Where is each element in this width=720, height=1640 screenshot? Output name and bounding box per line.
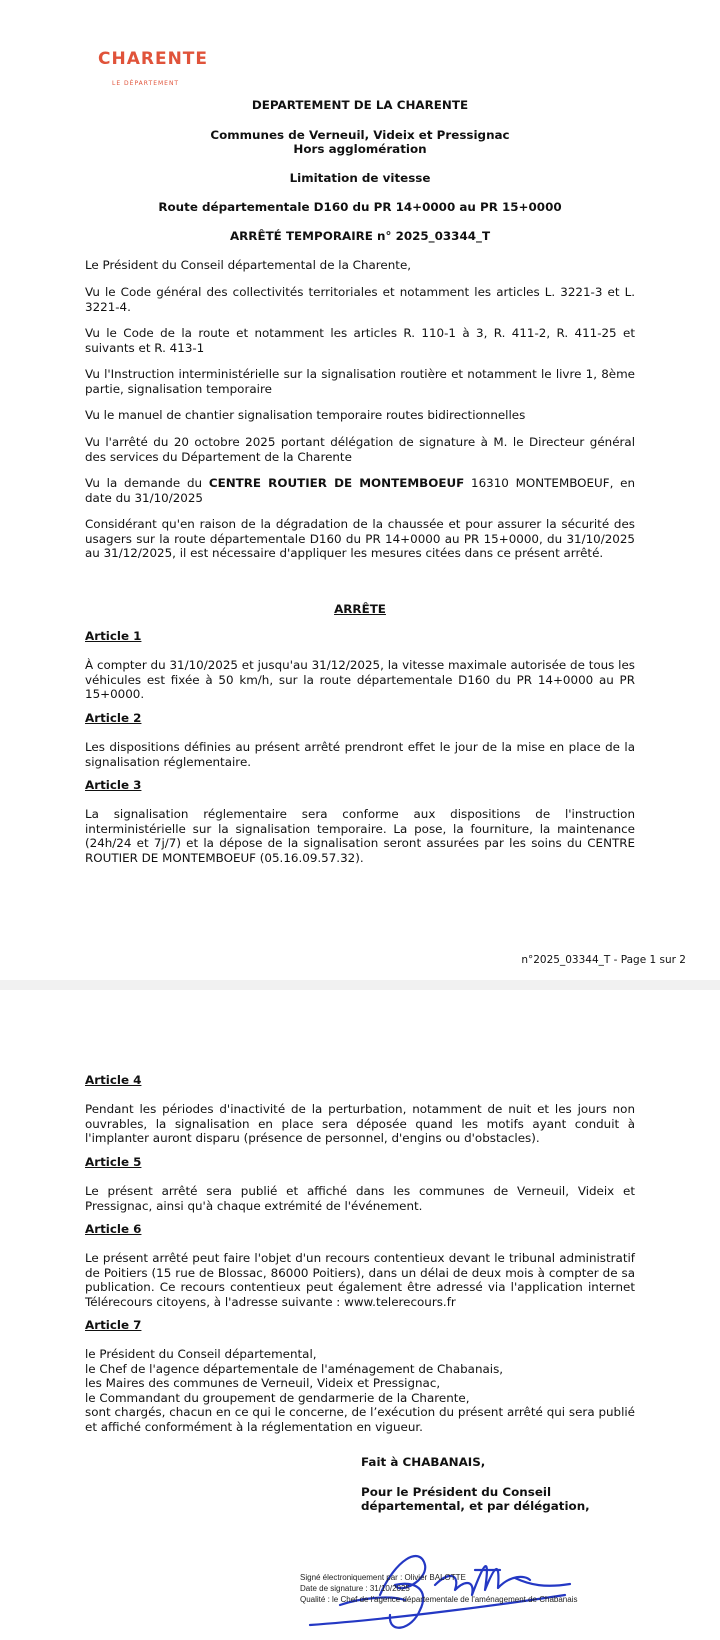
- department-title: DEPARTEMENT DE LA CHARENTE: [251, 98, 469, 112]
- preamble-vu-4: Vu le manuel de chantier signalisation temporaire routes bidirectionnelles: [85, 408, 526, 422]
- preamble-vu-3: Vu l'Instruction interministérielle sur la signalisation routière et notamment le livre 1, 8ème partie, signalisation temporaire: [85, 367, 635, 396]
- article-4-text: Pendant les périodes d'inactivité de la perturbation, notamment de nuit et les jours non ouvrables, la signalisation en place sera déposée quand les motifs ayant conduit à l'implanter auront disparu (présence de personnel, d'engins ou d'obstacles).: [85, 1102, 635, 1145]
- article-4-title: Article 4: [85, 1073, 142, 1087]
- vu6-requester: CENTRE ROUTIER DE MONTEMBOEUF: [208, 476, 465, 490]
- article-7-text: sont chargés, chacun en ce qui le concerne, de l’exécution du présent arrêté qui sera publié et affiché conformément à la réglementation en vigueur.: [85, 1405, 635, 1434]
- preamble-vu-2: Vu le Code de la route et notamment les articles R. 110-1 à 3, R. 411-2, R. 411-25 et suivants et R. 413-1: [85, 326, 635, 355]
- route-title: Route départementale D160 du PR 14+0000 au PR 15+0000: [158, 200, 562, 214]
- preamble-vu-5: Vu l'arrêté du 20 octobre 2025 portant délégation de signature à M. le Directeur général des services du Département de la Charente: [85, 435, 635, 464]
- logo-subtitle: LE DÉPARTEMENT: [112, 80, 180, 87]
- article-5-text: Le présent arrêté sera publié et affiché dans les communes de Verneuil, Videix et Pressignac, ainsi qu'à chaque extrémité de l'événement.: [85, 1184, 635, 1213]
- article-3-title: Article 3: [85, 778, 142, 792]
- logo-text: CHARENTE: [98, 49, 208, 69]
- vu6-pre: Vu la demande du: [85, 476, 209, 490]
- article-6-text: Le présent arrêté peut faire l'objet d'un recours contentieux devant le tribunal administratif de Poitiers (15 rue de Blossac, 86000 Poitiers), dans un délai de deux mois à compter de sa publication. Ce recours contentieux peut également être adressé via l'application internet Télérecours citoyens, à l'adresse suivante : www.telerecours.fr: [85, 1251, 635, 1309]
- vu6-post: 16310 MONTEMBOEUF, en date du 31/10/2025: [85, 476, 635, 505]
- article-1-text: À compter du 31/10/2025 et jusqu'au 31/12/2025, la vitesse maximale autorisée de tous les véhicules est fixée à 50 km/h, sur la route départementale D160 du PR 14+0000 au PR 15+0000.: [85, 658, 635, 701]
- signature-signed-by: Signé électroniquement par : Olivier BALOTTE: [300, 1573, 466, 1582]
- signature-quality: Qualité : le Chef de l'agence départementale de l'aménagement de Chabanais: [300, 1595, 578, 1604]
- preamble-vu-6: [85, 476, 635, 505]
- page-footer: n°2025_03344_T - Page 1 sur 2: [521, 954, 686, 966]
- article-7-addressees: [85, 1347, 635, 1405]
- closing-place: Fait à CHABANAIS,: [361, 1455, 486, 1469]
- article-2-text: Les dispositions définies au présent arrêté prendront effet le jour de la mise en place de la signalisation réglementaire.: [85, 740, 635, 769]
- signature-stroke: [515, 1578, 570, 1586]
- arrete-number: ARRÊTÉ TEMPORAIRE n° 2025_03344_T: [229, 229, 491, 243]
- delegation-line-2: départemental, et par délégation,: [361, 1499, 590, 1513]
- charente-logo: [98, 49, 208, 87]
- delegation-line-1: Pour le Président du Conseil: [361, 1485, 552, 1499]
- article-3-text: La signalisation réglementaire sera conforme aux dispositions de l'instruction interministérielle sur la signalisation temporaire. La pose, la fourniture, la maintenance (24h/24 et 7j/7) et la dépose de la signalisation seront assurées par les soins du CENTRE ROUTIER DE MONTEMBOEUF (05.16.09.57.32).: [85, 807, 635, 865]
- signature-date: Date de signature : 31/10/2025: [300, 1584, 410, 1593]
- article-5-title: Article 5: [85, 1155, 142, 1169]
- article-7-title: Article 7: [85, 1318, 142, 1332]
- page-separator: [0, 980, 720, 990]
- article-6-title: Article 6: [85, 1222, 142, 1236]
- preamble-considerant: Considérant qu'en raison de la dégradation de la chaussée et pour assurer la sécurité des usagers sur la route départementale D160 du PR 14+0000 au PR 15+0000, du 31/10/2025 au 31/12/2025, il est nécessaire d'appliquer les mesures citées dans ce présent arrêté.: [85, 517, 635, 560]
- preamble-vu-1: Vu le Code général des collectivités territoriales et notamment les articles L. 3221-3 et L. 3221-4.: [85, 285, 635, 314]
- addressee-line: le Commandant du groupement de gendarmerie de la Charente,: [85, 1390, 470, 1405]
- addressee-line: le Président du Conseil départemental,: [85, 1347, 317, 1361]
- zone-title: Hors agglomération: [293, 142, 427, 156]
- addressee-line: les Maires des communes de Verneuil, Videix et Pressignac,: [85, 1376, 441, 1390]
- article-1-title: Article 1: [85, 629, 142, 643]
- communes-title: Communes de Verneuil, Videix et Pressignac: [210, 128, 510, 142]
- addressee-line: le Chef de l'agence départementale de l'aménagement de Chabanais,: [85, 1361, 504, 1376]
- subject-title: Limitation de vitesse: [289, 171, 431, 185]
- article-2-title: Article 2: [85, 711, 142, 725]
- preamble-president: Le Président du Conseil départemental de la Charente,: [85, 258, 412, 272]
- arrete-title: ARRÊTE: [334, 602, 386, 616]
